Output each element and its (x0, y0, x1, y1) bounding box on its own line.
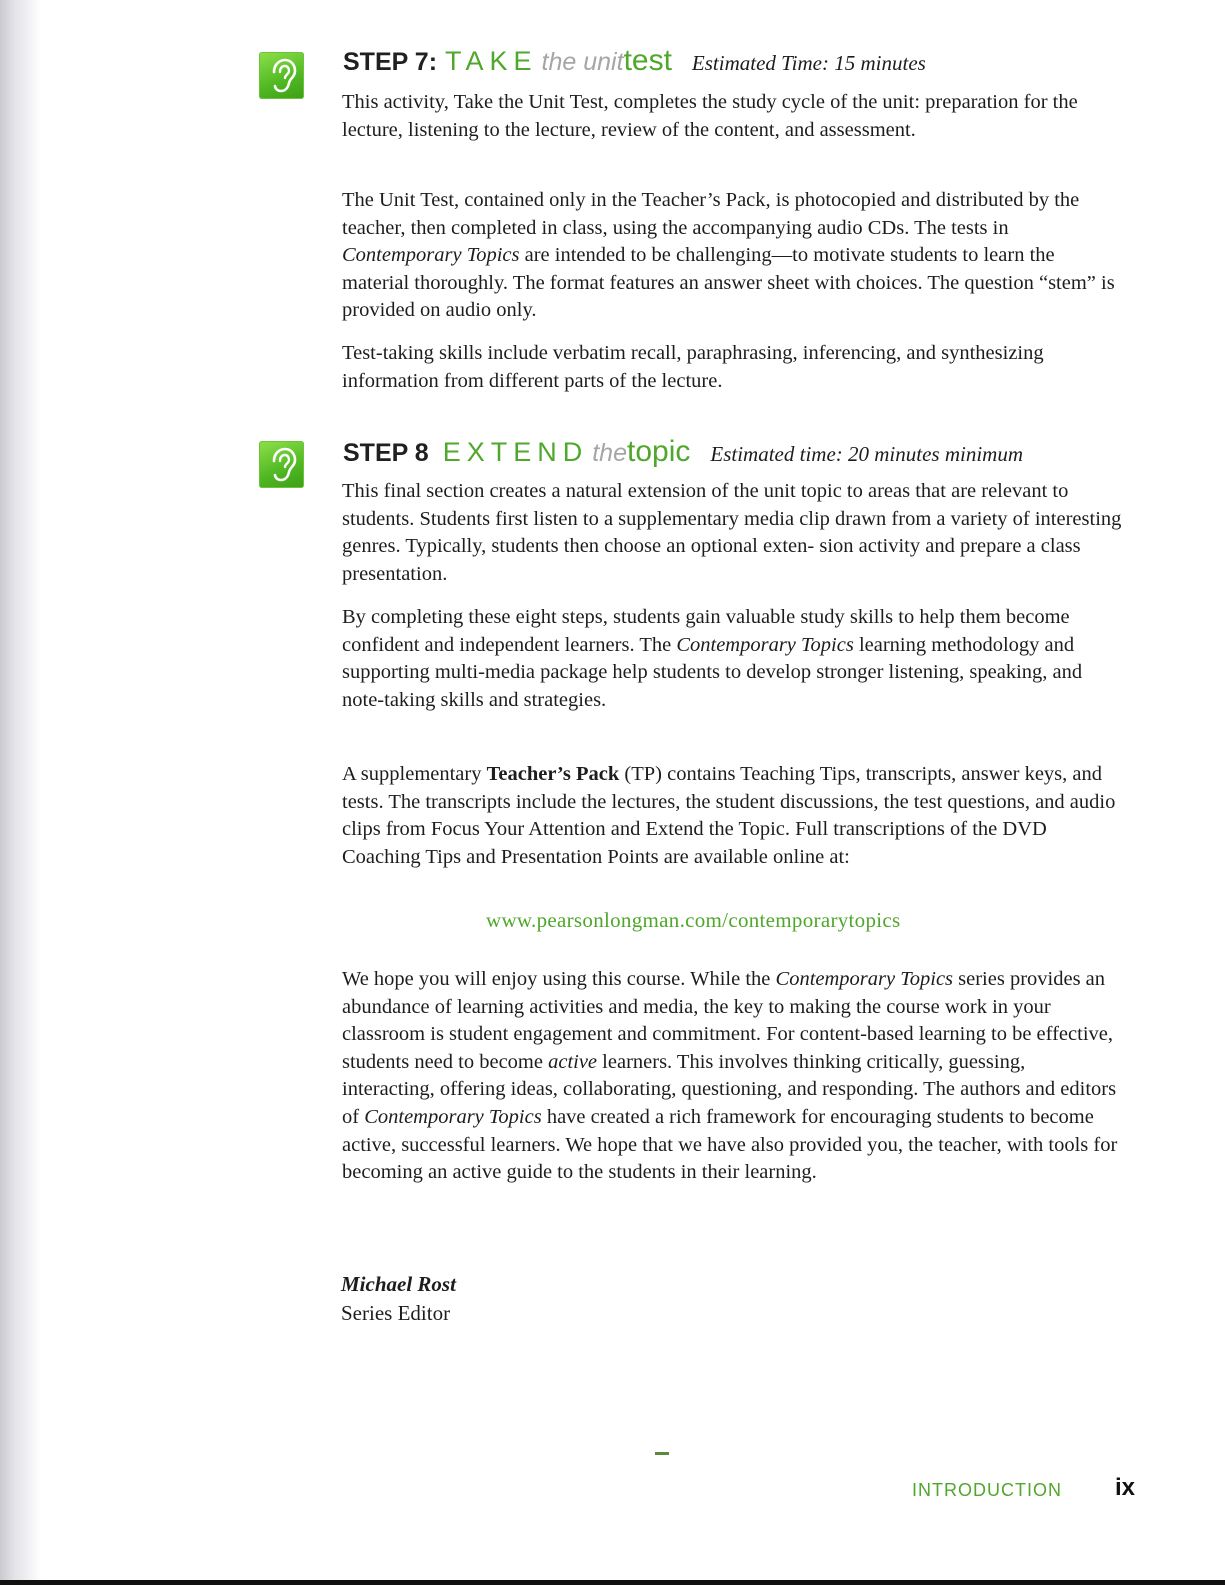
step-8-paragraph-2 (342, 604, 1122, 714)
closing-text-4: have created a rich framework for encouraging students to become active, successful learners. We hope that we have also provided you, the teacher, with tools for becoming an active guide to the students in their learning. (342, 1105, 1118, 1184)
page-number: ix (1115, 1474, 1136, 1501)
website-url[interactable]: www.pearsonlongman.com/contemporarytopics (486, 908, 901, 932)
step-7-paragraph-3: Test-taking skills include verbatim recall, paraphrasing, inferencing, and synthesizing information from different parts of the lecture. (342, 342, 1044, 392)
step-7-p2-text: The Unit Test, contained only in the Teacher’s Pack, is photocopied and distributed by the teacher, then completed in class, using the accompanying audio CDs. The tests in (342, 189, 1080, 239)
step-7-article: the unit (541, 48, 624, 76)
closing-text-3: learners. This involves thinking critically, guessing, interacting, offering ideas, collaborating, questioning, and responding. The authors and editors of (342, 1050, 1117, 1128)
teachers-pack-text: A supplementary (342, 763, 487, 785)
step-7-estimated-time: Estimated Time: 15 minutes (691, 51, 926, 75)
closing-paragraph (342, 966, 1122, 1187)
step-7-heading (343, 44, 926, 84)
step-8-heading (343, 435, 1023, 475)
step-8-p2-text-end: learning methodology and supporting multi-media package help students to develop stronger listening, speaking, and note-taking skills and strategies. (342, 633, 1083, 711)
step-7-paragraph-2 (342, 187, 1122, 325)
step-7-noun: test (623, 44, 672, 77)
teachers-pack-bold: Teacher’s Pack (486, 763, 620, 785)
print-mark (655, 1452, 669, 1455)
closing-title-2: Contemporary Topics (364, 1105, 542, 1128)
step-8-article: the (592, 439, 627, 467)
teachers-pack-text-end: (TP) contains Teaching Tips, transcripts, answer keys, and tests. The transcripts include the lectures, the student discussions, the test questions, and audio clips from Focus Your Attention and Extend the Topic. Full transcriptions of the DVD Coaching Tips and Presentation Points are available online at: (342, 763, 1116, 868)
step-8-verb: EXTEND (442, 437, 589, 467)
signature-role: Series Editor (341, 1301, 451, 1325)
closing-emphasis: active (548, 1050, 598, 1073)
step-8-paragraph-1: This final section creates a natural extension of the unit topic to areas that are relevant to students. Students first listen to a supplementary media clip drawn from a variety of interesting genres. Typically, students then choose an optional exten- sion activity and prepare a class presentation. (342, 480, 1122, 585)
step-8-noun: topic (627, 435, 691, 468)
footer-section-title: INTRODUCTION (912, 1480, 1062, 1500)
step-8-p2-title: Contemporary Topics (676, 633, 854, 656)
step-8-estimated-time: Estimated time: 20 minutes minimum (710, 442, 1024, 466)
step-8-p2-text: By completing these eight steps, students gain valuable study skills to help them become confident and independent learners. The (342, 606, 1070, 656)
teachers-pack-paragraph (342, 761, 1122, 871)
closing-text-1: We hope you will enjoy using this course. While the (342, 968, 776, 990)
step-7-label: STEP 7: (343, 48, 438, 76)
step-8-label: STEP 8 (343, 439, 429, 467)
step-7-verb: TAKE (445, 46, 538, 76)
signature-name: Michael Rost (341, 1272, 456, 1296)
closing-text-2: series provides an abundance of learning activities and media, the key to making the course work in your classroom is student engagement and commitment. For content-based learning to be effective, students need to become (342, 968, 1113, 1073)
ear-icon (259, 52, 304, 99)
page-bottom-edge (0, 1580, 1225, 1585)
closing-title-1: Contemporary Topics (775, 968, 954, 990)
page-binding-shadow (0, 0, 42, 1585)
step-7-paragraph-1: This activity, Take the Unit Test, completes the study cycle of the unit: preparation for the lecture, listening to the lecture, review of the content, and assessment. (342, 91, 1078, 141)
ear-icon (259, 441, 304, 488)
step-7-p2-text-end: are intended to be challenging—to motivate students to learn the material thoroughly. The format features an answer sheet with choices. The question “stem” is provided on audio only. (342, 244, 1115, 322)
step-7-p2-title: Contemporary Topics (342, 244, 520, 267)
